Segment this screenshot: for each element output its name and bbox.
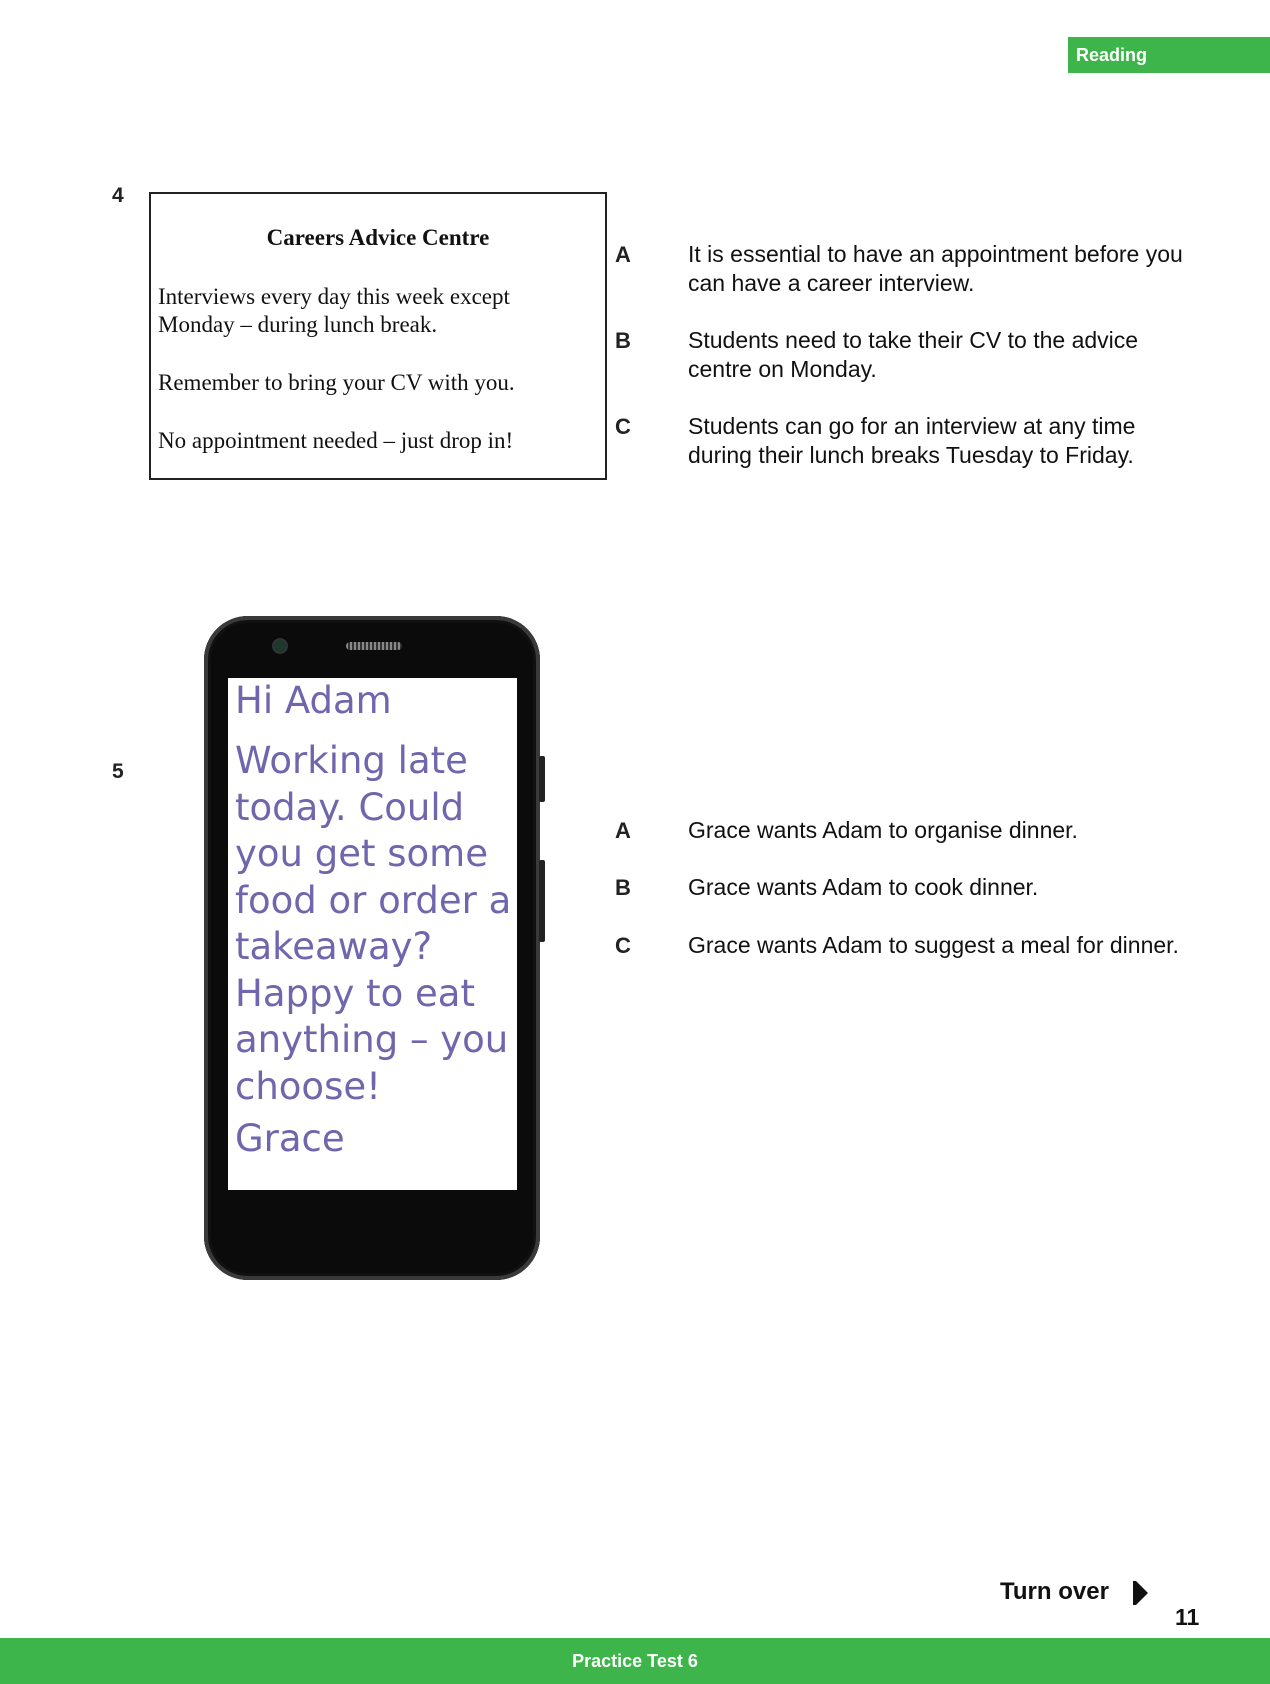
notice-line: Monday – during lunch break. [158,312,438,337]
q5-option-c-letter: C [615,933,631,958]
careers-notice [149,192,607,480]
notice-line: Interviews every day this week except [158,284,510,309]
question-number-4: 4 [112,184,124,207]
q4-option-a-text: It is essential to have an appointment before you can have a career interview. [688,241,1183,296]
play-arrow-icon [1136,1581,1148,1605]
footer-bar: Practice Test 6 [0,1638,1270,1684]
phone-image [204,616,540,1280]
q5-option-a-text: Grace wants Adam to organise dinner. [688,817,1078,843]
turn-over-label: Turn over [1000,1578,1109,1605]
message-greeting: Hi Adam [235,679,392,722]
camera-icon [274,640,286,652]
notice-title: Careers Advice Centre [266,225,490,250]
q4-option-b-text: Students need to take their CV to the advice centre on Monday. [688,327,1139,382]
speaker-icon [346,642,402,650]
section-tab: Reading [1068,37,1270,73]
question-number-5: 5 [112,760,124,783]
q4-option-c-letter: C [615,414,631,439]
q5-option-c-text: Grace wants Adam to suggest a meal for dinner. [688,932,1179,958]
phone-screen [228,678,517,1190]
phone-volume-button [539,756,545,802]
q4-option-b-letter: B [615,328,631,353]
q5-option-b-text: Grace wants Adam to cook dinner. [688,874,1039,900]
notice-line: Remember to bring your CV with you. [158,370,515,395]
message-body: Working late today. Could you get some food or order a takeaway? Happy to eat anything – you choose! [235,739,512,1108]
page-number: 11 [1175,1604,1200,1630]
q4-option-a-letter: A [615,242,631,267]
q5-option-b-letter: B [615,875,631,900]
notice-line: No appointment needed – just drop in! [158,428,514,453]
phone-power-button [539,860,545,942]
q4-option-c-text: Students can go for an interview at any time during their lunch breaks Tuesday to Friday. [688,413,1136,468]
q5-option-a-letter: A [615,818,631,843]
message-signature: Grace [235,1117,345,1160]
